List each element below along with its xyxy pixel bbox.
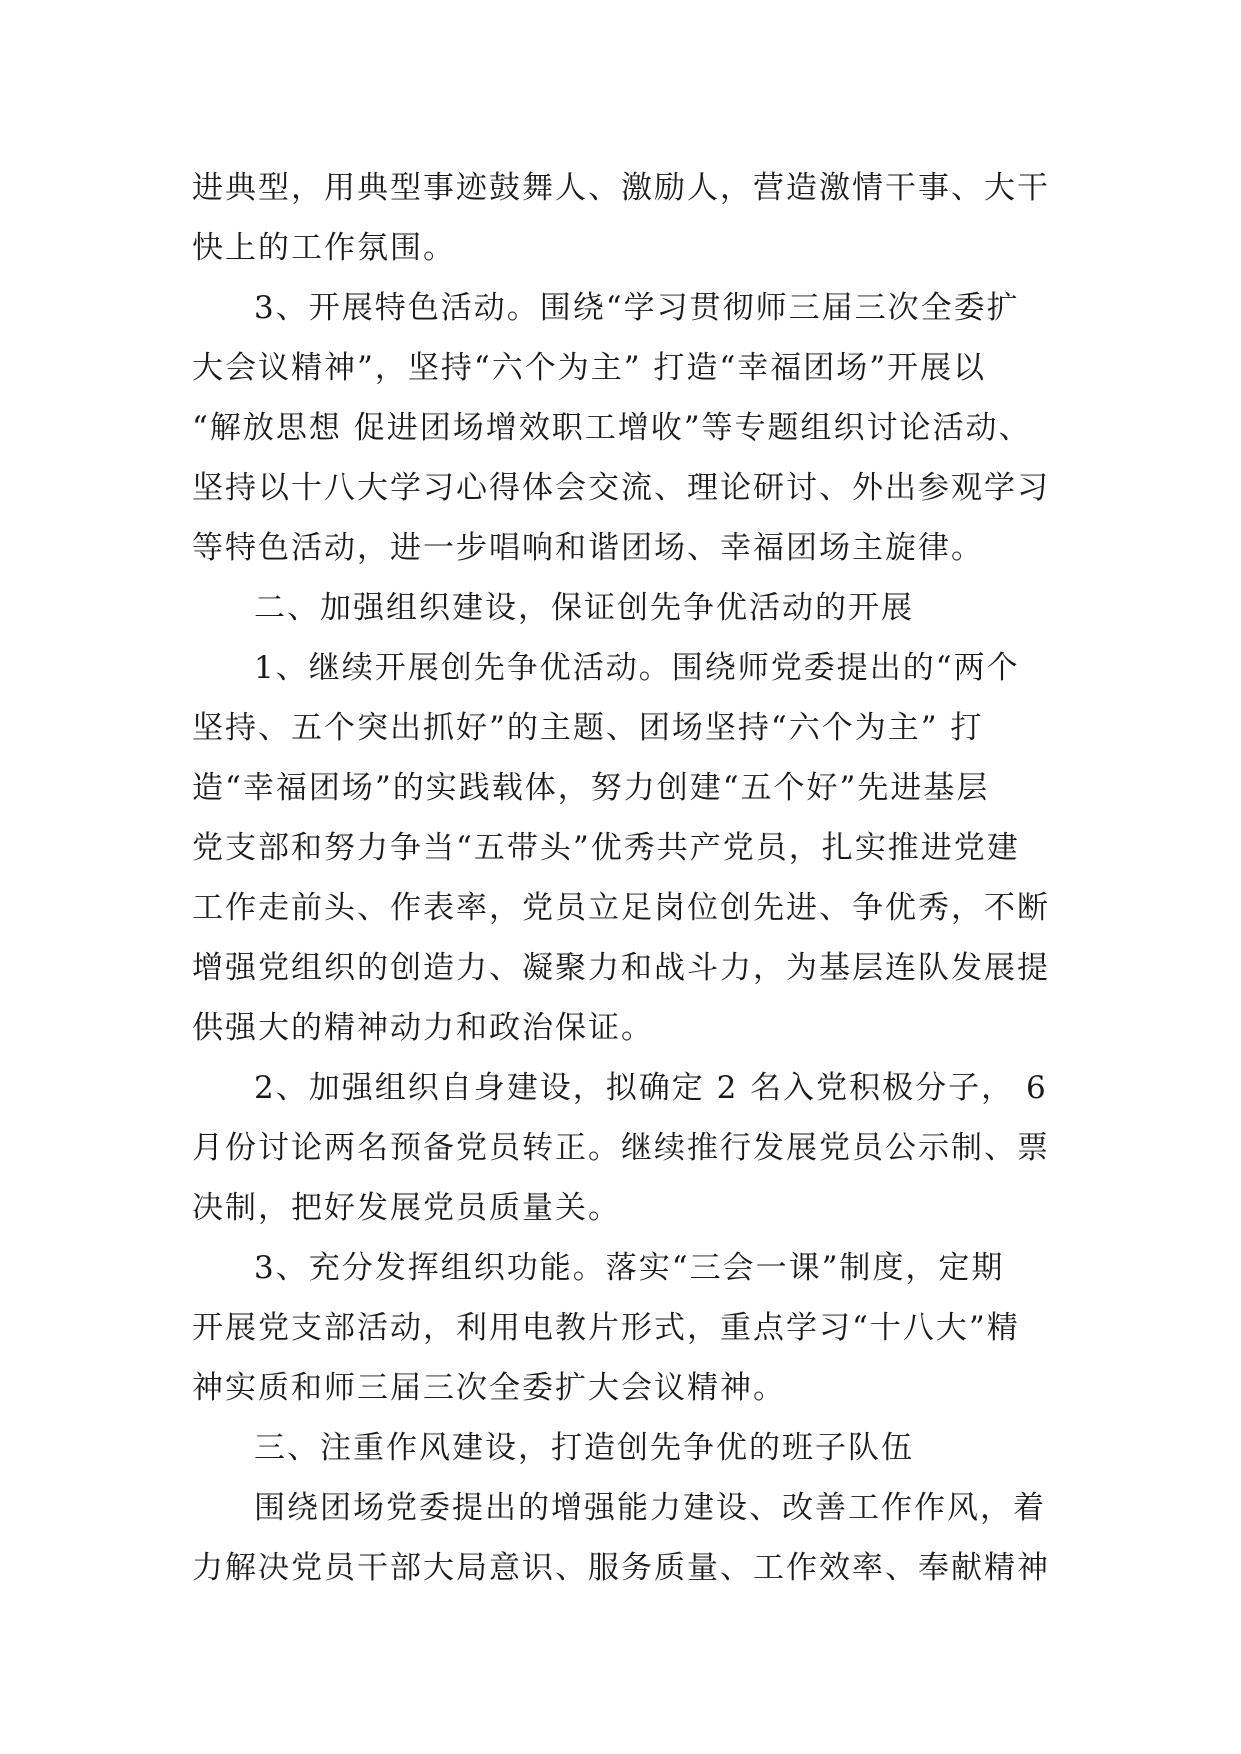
text-line: 大会议精神”，坚持“六个为主” 打造“幸福团场”开展以 [192,350,987,386]
text-line: 开展党支部活动，利用电教片形式，重点学习“十八大”精 [192,1310,1020,1346]
text-line: “解放思想 促进团场增效职工增收”等专题组织讨论活动、 [192,410,1032,446]
text-line: 1、继续开展创先争优活动。围绕师党委提出的“两个 [254,650,1020,686]
text-line: 决制，把好发展党员质量关。 [192,1190,621,1226]
text-line: 坚持以十八大学习心得体会交流、理论研讨、外出参观学习 [192,470,1050,506]
text-line: 3、充分发挥组织功能。落实“三会一课”制度，定期 [254,1250,1005,1286]
text-line: 二、加强组织建设，保证创先争优活动的开展 [254,590,914,626]
text-line: 围绕团场党委提出的增强能力建设、改善工作作风，着 [254,1490,1046,1526]
text-line: 等特色活动，进一步唱响和谐团场、幸福团场主旋律。 [192,530,984,566]
text-line: 神实质和师三届三次全委扩大会议精神。 [192,1370,786,1406]
text-line: 三、注重作风建设，打造创先争优的班子队伍 [254,1430,914,1466]
text-line: 造“幸福团场”的实践载体，努力创建“五个好”先进基层 [192,770,990,806]
text-line: 2、加强组织自身建设，拟确定 2 名入党积极分子， 6 [254,1070,1048,1106]
text-line: 坚持、五个突出抓好”的主题、团场坚持“六个为主” 打 [192,710,984,746]
text-line: 3、开展特色活动。围绕“学习贯彻师三届三次全委扩 [254,290,1020,326]
text-line: 进典型，用典型事迹鼓舞人、激励人，营造激情干事、大干 [192,170,1050,206]
text-line: 力解决党员干部大局意识、服务质量、工作效率、奉献精神 [192,1550,1050,1586]
text-line: 党支部和努力争当“五带头”优秀共产党员，扎实推进党建 [192,830,1020,866]
text-line: 快上的工作氛围。 [192,230,456,266]
text-line: 月份讨论两名预备党员转正。继续推行发展党员公示制、票 [192,1130,1050,1166]
text-line: 增强党组织的创造力、凝聚力和战斗力，为基层连队发展提 [192,950,1050,986]
text-line: 工作走前头、作表率，党员立足岗位创先进、争优秀，不断 [192,890,1050,926]
text-line: 供强大的精神动力和政治保证。 [192,1010,654,1046]
document-body [192,158,1052,1598]
